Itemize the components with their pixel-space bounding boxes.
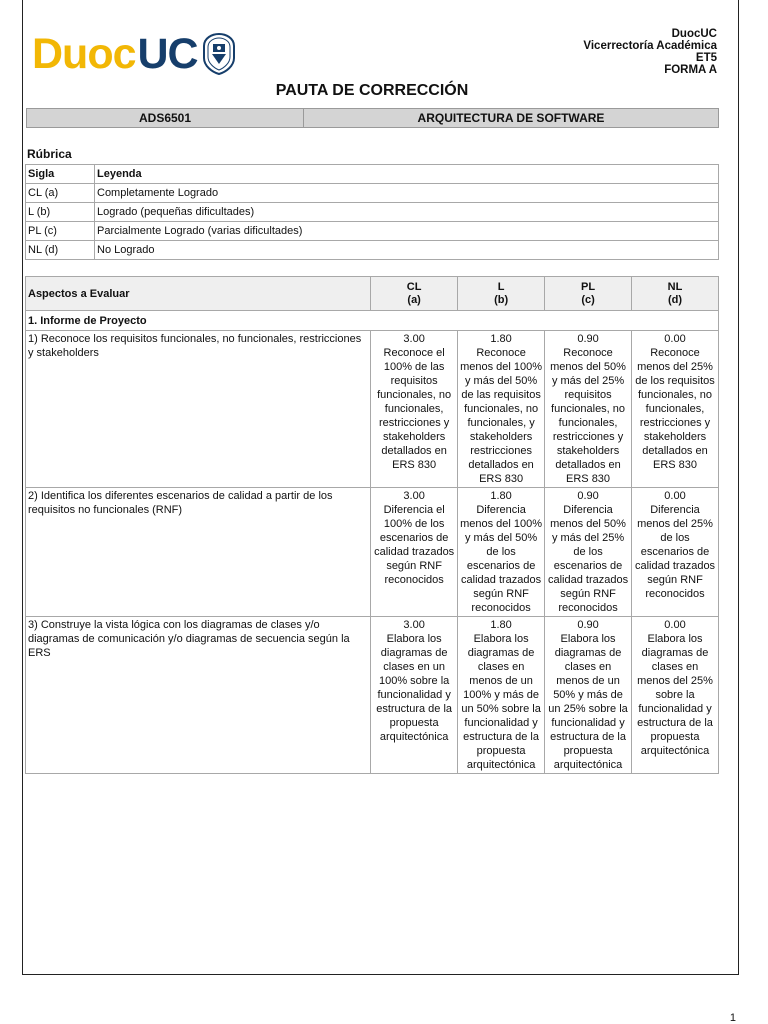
level-description: Reconoce menos del 100% y más del 50% de las requisitos funcionales, no funcionales, y stakeholders restricciones detallados en ERS 830 [460, 347, 543, 485]
level-description: Diferencia menos del 25% de los escenarios de calidad trazados según RNF reconocidos [634, 504, 716, 600]
level-score: 1.80 [490, 619, 512, 631]
criterion-aspect: 3) Construye la vista lógica con los diagramas de clases y/o diagramas de comunicación y/o diagramas de secuencia según la ERS [26, 617, 371, 774]
criterion-row [26, 331, 719, 488]
level-sub: (d) [667, 293, 683, 306]
section-row [26, 311, 719, 331]
level-score: 0.00 [664, 619, 686, 631]
level-description: Elabora los diagramas de clases en menos de un 50% y más de un 25% sobre la funcionalidad y estructura de la propuesta arquitectónica [548, 633, 628, 771]
criterion-level-pl [545, 617, 632, 774]
rubric-title: Rúbrica [27, 147, 72, 161]
level-description: Elabora los diagramas de clases en un 100% sobre la funcionalidad y estructura de la propuesta arquitectónica [376, 633, 453, 743]
legend-sigla: NL (d) [26, 241, 95, 260]
level-score: 3.00 [403, 619, 425, 631]
level-code: L [497, 280, 505, 293]
evaluation-header-row [26, 277, 719, 311]
level-score: 0.90 [577, 333, 599, 345]
criterion-row [26, 617, 719, 774]
level-description: Reconoce el 100% de las requisitos funcionales, no funcionales, restricciones y stakeholders detallados en ERS 830 [377, 347, 452, 471]
level-code: PL [581, 280, 596, 293]
department-name: Vicerrectoría Académica [583, 40, 717, 52]
level-sub: (b) [494, 293, 509, 306]
level-code: CL [406, 280, 422, 293]
evaluation-code: ET5 [695, 52, 717, 64]
legend-sigla: PL (c) [26, 222, 95, 241]
form-label: FORMA A [664, 64, 717, 76]
criterion-level-nl [632, 488, 719, 617]
level-description: Diferencia el 100% de los escenarios de calidad trazados según RNF reconocidos [374, 504, 455, 586]
page-title: PAUTA DE CORRECCIÓN [275, 82, 469, 99]
level-score: 3.00 [403, 333, 425, 345]
criterion-level-pl [545, 488, 632, 617]
evaluation-table [25, 276, 719, 774]
level-code: NL [667, 280, 683, 293]
level-description: Diferencia menos del 50% y más del 25% de los escenarios de calidad trazados según RNF reconocidos [547, 504, 629, 614]
level-description: Reconoce menos del 25% de los requisitos funcionales, no funcionales, restricciones y stakeholders detallados en ERS 830 [635, 347, 715, 471]
level-header-nl [632, 277, 719, 311]
level-header-pl [545, 277, 632, 311]
legend-leyenda: Completamente Logrado [95, 184, 719, 203]
legend-row [26, 203, 719, 222]
level-score: 1.80 [490, 490, 512, 502]
legend-header-sigla: Sigla [26, 165, 95, 184]
level-score: 0.00 [664, 333, 686, 345]
level-header-cl [371, 277, 458, 311]
criterion-level-cl [371, 331, 458, 488]
criterion-aspect: 2) Identifica los diferentes escenarios de calidad a partir de los requisitos no funcionales (RNF) [26, 488, 371, 617]
legend-row [26, 241, 719, 260]
criterion-level-cl [371, 617, 458, 774]
level-description: Elabora los diagramas de clases en menos del 25% sobre la funcionalidad y estructura de la propuesta arquitectónica [637, 633, 713, 757]
institution-header [583, 28, 717, 76]
logo-text-uc: UC [137, 29, 198, 78]
level-score: 3.00 [403, 490, 425, 502]
level-sub: (a) [407, 293, 421, 306]
level-score: 1.80 [490, 333, 512, 345]
section-title: 1. Informe de Proyecto [26, 311, 719, 331]
criterion-level-l [458, 331, 545, 488]
criterion-level-nl [632, 331, 719, 488]
criterion-level-l [458, 617, 545, 774]
university-seal-icon [200, 32, 238, 76]
level-score: 0.90 [577, 619, 599, 631]
aspect-header: Aspectos a Evaluar [26, 277, 371, 311]
criterion-level-nl [632, 617, 719, 774]
institution-name: DuocUC [671, 28, 717, 40]
level-score: 0.00 [664, 490, 686, 502]
criterion-level-pl [545, 331, 632, 488]
criterion-row [26, 488, 719, 617]
course-bar [26, 108, 719, 128]
level-header-l [458, 277, 545, 311]
legend-leyenda: Parcialmente Logrado (varias dificultades) [95, 222, 719, 241]
logo-text-duoc: Duoc [32, 29, 136, 78]
legend-leyenda: No Logrado [95, 241, 719, 260]
level-description: Elabora los diagramas de clases en menos de un 100% y más de un 50% sobre la funcionalidad y estructura de la propuesta arquitectónica [461, 633, 541, 771]
legend-header-row [26, 165, 719, 184]
level-description: Reconoce menos del 50% y más del 25% requisitos funcionales, no funcionales, restricciones y stakeholders detallados en ERS 830 [550, 347, 626, 485]
page-number: 1 [729, 1012, 736, 1024]
legend-header-leyenda: Leyenda [95, 165, 719, 184]
legend-leyenda: Logrado (pequeñas dificultades) [95, 203, 719, 222]
rubric-legend-table [25, 164, 719, 260]
course-name: ARQUITECTURA DE SOFTWARE [417, 111, 605, 125]
duocuc-logo [32, 30, 238, 78]
criterion-level-cl [371, 488, 458, 617]
level-sub: (c) [581, 293, 595, 306]
legend-row [26, 184, 719, 203]
criterion-level-l [458, 488, 545, 617]
legend-sigla: L (b) [26, 203, 95, 222]
legend-sigla: CL (a) [26, 184, 95, 203]
level-description: Diferencia menos del 100% y más del 50% de los escenarios de calidad trazados según RNF reconocidos [460, 504, 543, 614]
legend-row [26, 222, 719, 241]
level-score: 0.90 [577, 490, 599, 502]
course-code: ADS6501 [27, 109, 304, 127]
criterion-aspect: 1) Reconoce los requisitos funcionales, no funcionales, restricciones y stakeholders [26, 331, 371, 488]
